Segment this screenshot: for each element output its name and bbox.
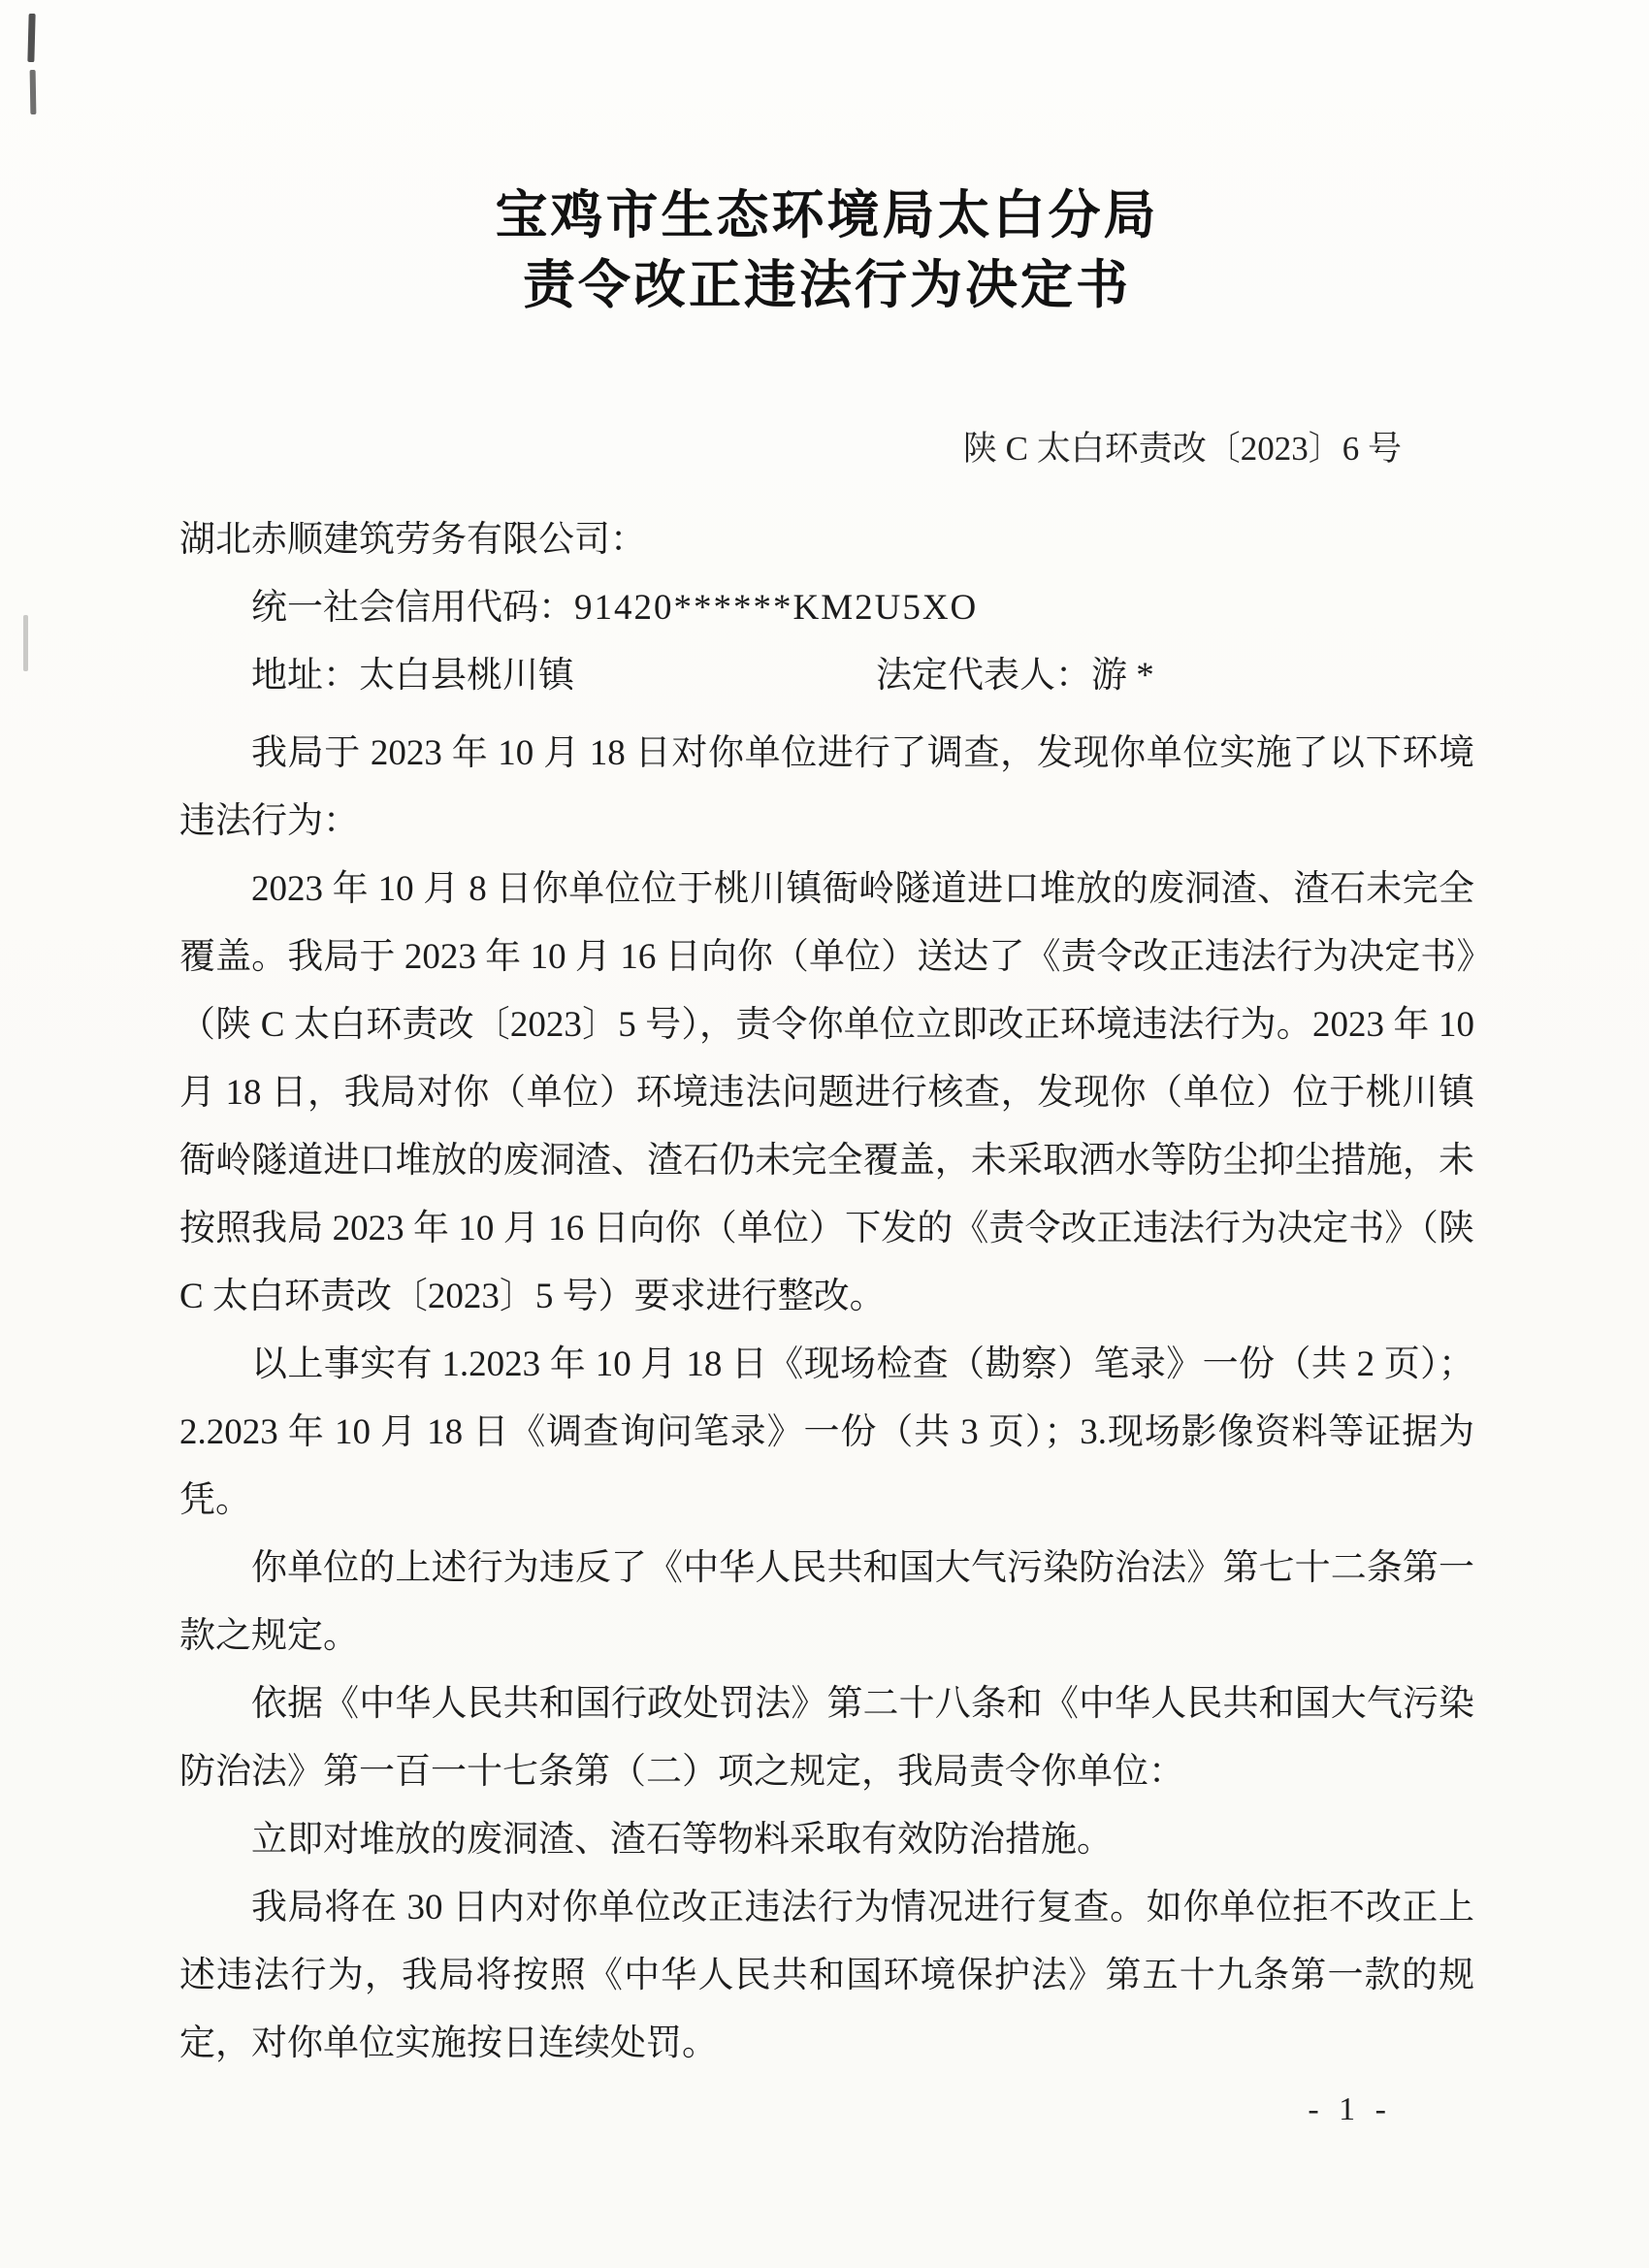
scan-artifact-mark <box>27 14 35 62</box>
scan-artifact-mark <box>23 615 28 671</box>
paragraph-evidence-list: 以上事实有 1.2023 年 10 月 18 日《现场检查（勘察）笔录》一份（共 2 页）；2.2023 年 10 月 18 日《调查询问笔录》一份（共 3 页）；3.现场影像资料等证据为凭。 <box>179 1345 1474 1520</box>
paragraph-violation-facts: 2023 年 10 月 8 日你单位位于桃川镇衙岭隧道进口堆放的废洞渣、渣石未完全覆盖。我局于 2023 年 10 月 16 日向你（单位）送达了《责令改正违法行为决定书》（陕 C 太白环责改〔2023〕5 号），责令你单位立即改正环境违法行为。2023 年 10 月 18 日，我局对你（单位）环境违法问题进行核查，发现你（单位）位于桃川镇衙岭隧道进口堆放的废洞渣、渣石仍未完全覆盖，未采取洒水等防尘抑尘措施，未按照我局 2023 年 10 月 16 日向你（单位）下发的《责令改正违法行为决定书》（陕 C 太白环责改〔2023〕5 号）要求进行整改。 <box>179 869 1474 1316</box>
document-content <box>179 0 1474 2078</box>
address-line <box>179 642 1474 710</box>
paragraph-correction-order: 立即对堆放的废洞渣、渣石等物料采取有效防治措施。 <box>251 1820 1113 1860</box>
credit-code-label: 统一社会信用代码： <box>251 588 574 628</box>
addressee-company-name: 湖北赤顺建筑劳务有限公司： <box>179 520 646 560</box>
document-title <box>179 0 1474 320</box>
legal-representative-value: 游 * <box>1091 656 1154 696</box>
credit-code-line <box>179 574 1474 642</box>
document-title-line-2: 责令改正违法行为决定书 <box>523 256 1131 314</box>
paragraph-reinspection-warning: 我局将在 30 日内对你单位改正违法行为情况进行复查。如你单位拒不改正上述违法行为，我局将按照《中华人民共和国环境保护法》第五十九条第一款的规定，对你单位实施按日连续处罚。 <box>179 1888 1474 2063</box>
address-value: 太白县桃川镇 <box>359 656 574 696</box>
paragraph-investigation-intro: 我局于 2023 年 10 月 18 日对你单位进行了调查，发现你单位实施了以下环境违法行为： <box>179 733 1474 841</box>
document-title-line-1: 宝鸡市生态环境局太白分局 <box>495 186 1159 244</box>
document-reference-number: 陕 C 太白环责改〔2023〕6 号 <box>962 430 1402 468</box>
page-number: - 1 - <box>1308 2091 1392 2127</box>
scan-artifact-mark <box>30 70 37 114</box>
paragraph-law-violated: 你单位的上述行为违反了《中华人民共和国大气污染防治法》第七十二条第一款之规定。 <box>179 1548 1474 1656</box>
legal-representative <box>876 642 1154 710</box>
legal-representative-label: 法定代表人： <box>876 656 1091 696</box>
credit-code-value: 91420******KM2U5XO <box>574 588 979 628</box>
document-body <box>179 720 1474 2078</box>
paragraph-legal-basis: 依据《中华人民共和国行政处罚法》第二十八条和《中华人民共和国大气污染防治法》第一百一十七条第（二）项之规定，我局责令你单位： <box>179 1684 1474 1792</box>
address-label: 地址： <box>251 656 359 696</box>
